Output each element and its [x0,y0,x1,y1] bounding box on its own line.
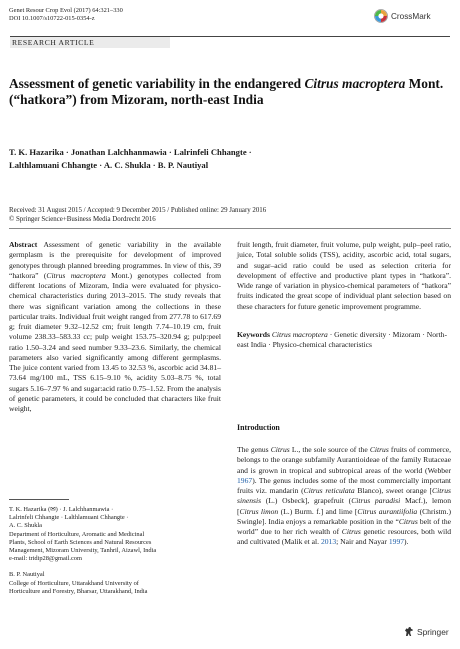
intro-text: genetic resources, both wild and cultivated (Malik et al. [237,527,451,547]
doi[interactable]: DOI 10.1007/s10722-015-0354-z [9,15,95,22]
crossmark-icon [374,9,388,23]
article-title [9,76,449,108]
introduction-heading: Introduction [237,423,280,432]
author-line-2 [9,159,449,172]
intro-text: (Christm.) Swingle]. India enjoys a remarkable position in the “ [237,506,451,526]
intro-italic: Citrus reticulata [303,486,355,495]
crossmark-label: CrossMark [391,11,431,21]
footnote-divider [9,499,69,500]
citation-link[interactable]: 2013 [320,537,337,547]
section-label: RESEARCH ARTICLE [12,38,95,47]
publisher-logo [404,626,449,637]
keywords-heading: Keywords [237,330,270,339]
author-name[interactable]: A. C. Shukla [103,160,151,170]
intro-text: Blanco), sweet orange [ [354,486,433,495]
publisher-label: Springer [417,626,449,637]
affiliation-line: Management, Mizoram University, Tanhril, Aizawl, India [9,547,157,555]
intro-text: fruits of commerce, belongs to the orange subfamily Aurantioideae of the family Rutaceae and is grown in tropical and subtropical areas of the world (Webber [237,445,451,475]
intro-italic: Citrus limon [239,506,279,516]
abstract-continued: fruit length, fruit diameter, fruit volume, pulp weight, pulp–peel ratio, juice, Total soluble solids (TSS), acidity, ascorbic acid, total sugars, and sugar–acid ratio could be used as selection criteria for development of effective and productive plant types in “hatkora”. Wide range of variation in physico-chemical parameters of “hatkora” fruits indicated the great scope of individual plant selection based on these characters for future genetic improvement programme. [237,240,451,311]
intro-text: L., the sole source of the [289,445,370,454]
intro-text: (L.) Burm. f.] and lime [ [278,506,358,516]
publication-dates: Received: 31 August 2015 / Accepted: 9 December 2015 / Published online: 29 January 2016 [9,207,267,214]
citation-link[interactable]: 1997 [388,537,405,547]
intro-text: belt of the world” due to her rich wealth of [237,516,451,536]
journal-citation: Genet Resour Crop Evol (2017) 64:321–330 [9,7,123,14]
author-separator: · [246,147,252,157]
title-text: Assessment of genetic variability in the endangered [9,76,305,91]
affiliations [9,506,221,596]
intro-italic: Citrus [270,445,290,454]
copyright-line: © Springer Science+Business Media Dordrecht 2016 [9,216,156,223]
affiliation-line: T. K. Hazarika (✉) · J. Lalchhanmawia · [9,506,114,513]
intro-text: (L.) Osbeck], grapefruit ( [261,496,352,506]
abstract [9,240,221,414]
crossmark-badge[interactable] [374,9,431,23]
abstract-text: Assessment of genetic variability in the available germplasm is the prerequisite for development of improved genotypes through planned breeding programmes. In view of this, 39 “hatkora” ( [9,240,221,280]
affiliation-line: Horticulture and Forestry, Bharsar, Uttarakhand, India [9,587,148,595]
intro-italic: Citrus paradisi [351,496,401,506]
journal-header [9,7,123,23]
intro-italic: Citrus [341,527,361,536]
intro-text: The genus [237,445,271,454]
author-separator: · [166,147,174,157]
author-name[interactable]: Lalrinfeli Chhangte [173,147,247,157]
abstract-text: Mont.) genotypes collected from different locations of Mizoram, India were evaluated for physico-chemical characteristics during 2013–2015. The study reveals that there was significant variation among the collections in these particular traits. Individual fruit weight ranged from 277.78 to 617.69 g; fruit diameter 9.32–12.52 cm; fruit length 7.74–10.19 cm, fruit volume 238.33–583.33 cc; pulp weight 153.75–320.94 g; pulp:peel ratio 1.50–3.24 and seed number 9.33–23.6. Similarly, the chemical parameters also varied significantly among different germplasms. The juice content varied from 13.45 to 32.53 %, ascorbic acid 34.81–73.64 mg/100 mL, TSS 6.15–9.10 %, acidity 5.03–8.75 %, total sugars 5.16–7.97 % and sugar:acid ratio 0.75–1.52. From the analysis of genetic parameters, it could be concluded that characters like fruit weight, [9,270,221,413]
affiliation-line: B. P. Nautiyal [9,571,45,579]
email-link[interactable]: e-mail: tridip28@gmail.com [9,555,82,563]
affiliation-line: College of Horticulture, Uttarakhand University of [9,579,139,587]
author-line-1 [9,146,449,159]
introduction-paragraph [237,445,451,548]
affiliation-line: Plants, School of Earth Sciences and Natural Resources [9,538,152,546]
spacer [9,563,221,571]
author-list [9,146,449,172]
title-species: Citrus macroptera [304,76,406,91]
intro-text: ). [404,537,409,547]
keywords-list: · Genetic diversity · Mizoram · North-east India · Physico-chemical characteristics [237,330,448,350]
citation-link[interactable]: 1967 [237,475,253,485]
intro-text: ; Nair and Nayar [336,537,389,547]
intro-text: Macf.), lemon [ [237,496,451,516]
intro-text: ). The genus includes some of the most commercially important fruits viz. mandarin ( [237,475,451,495]
author-name[interactable]: Lalthlamuani Chhangte [9,160,98,170]
keyword-species: Citrus macroptera [271,330,328,339]
abstract-heading: Abstract [9,240,38,249]
springer-horse-icon [404,626,414,637]
author-separator: · [150,160,158,170]
intro-italic: Citrus aurantiifolia [357,506,418,516]
abstract-species: Citrus macroptera [46,270,106,280]
affiliation-line: Lalrinfeli Chhangte · Lalthlamuani Chhangte · [9,514,129,522]
author-name[interactable]: B. P. Nautiyal [157,160,209,170]
intro-italic: Citrus [369,445,389,454]
keywords [237,330,451,351]
author-separator: · [97,160,104,170]
affiliation-line: A. C. Shukla [9,522,43,530]
intro-italic: Citrus sinensis [237,486,452,506]
section-header [10,36,450,49]
author-name[interactable]: T. K. Hazarika [9,147,64,157]
author-name[interactable]: Jonathan Lalchhanmawia [70,147,167,157]
affiliation-line: Department of Horticulture, Aromatic and Medicinal [9,530,145,538]
intro-italic: Citrus [398,516,418,526]
divider [9,228,451,229]
title-text-end: Mont. (“hatkora”) from Mizoram, north-east India [9,76,444,107]
author-separator: · [63,147,71,157]
